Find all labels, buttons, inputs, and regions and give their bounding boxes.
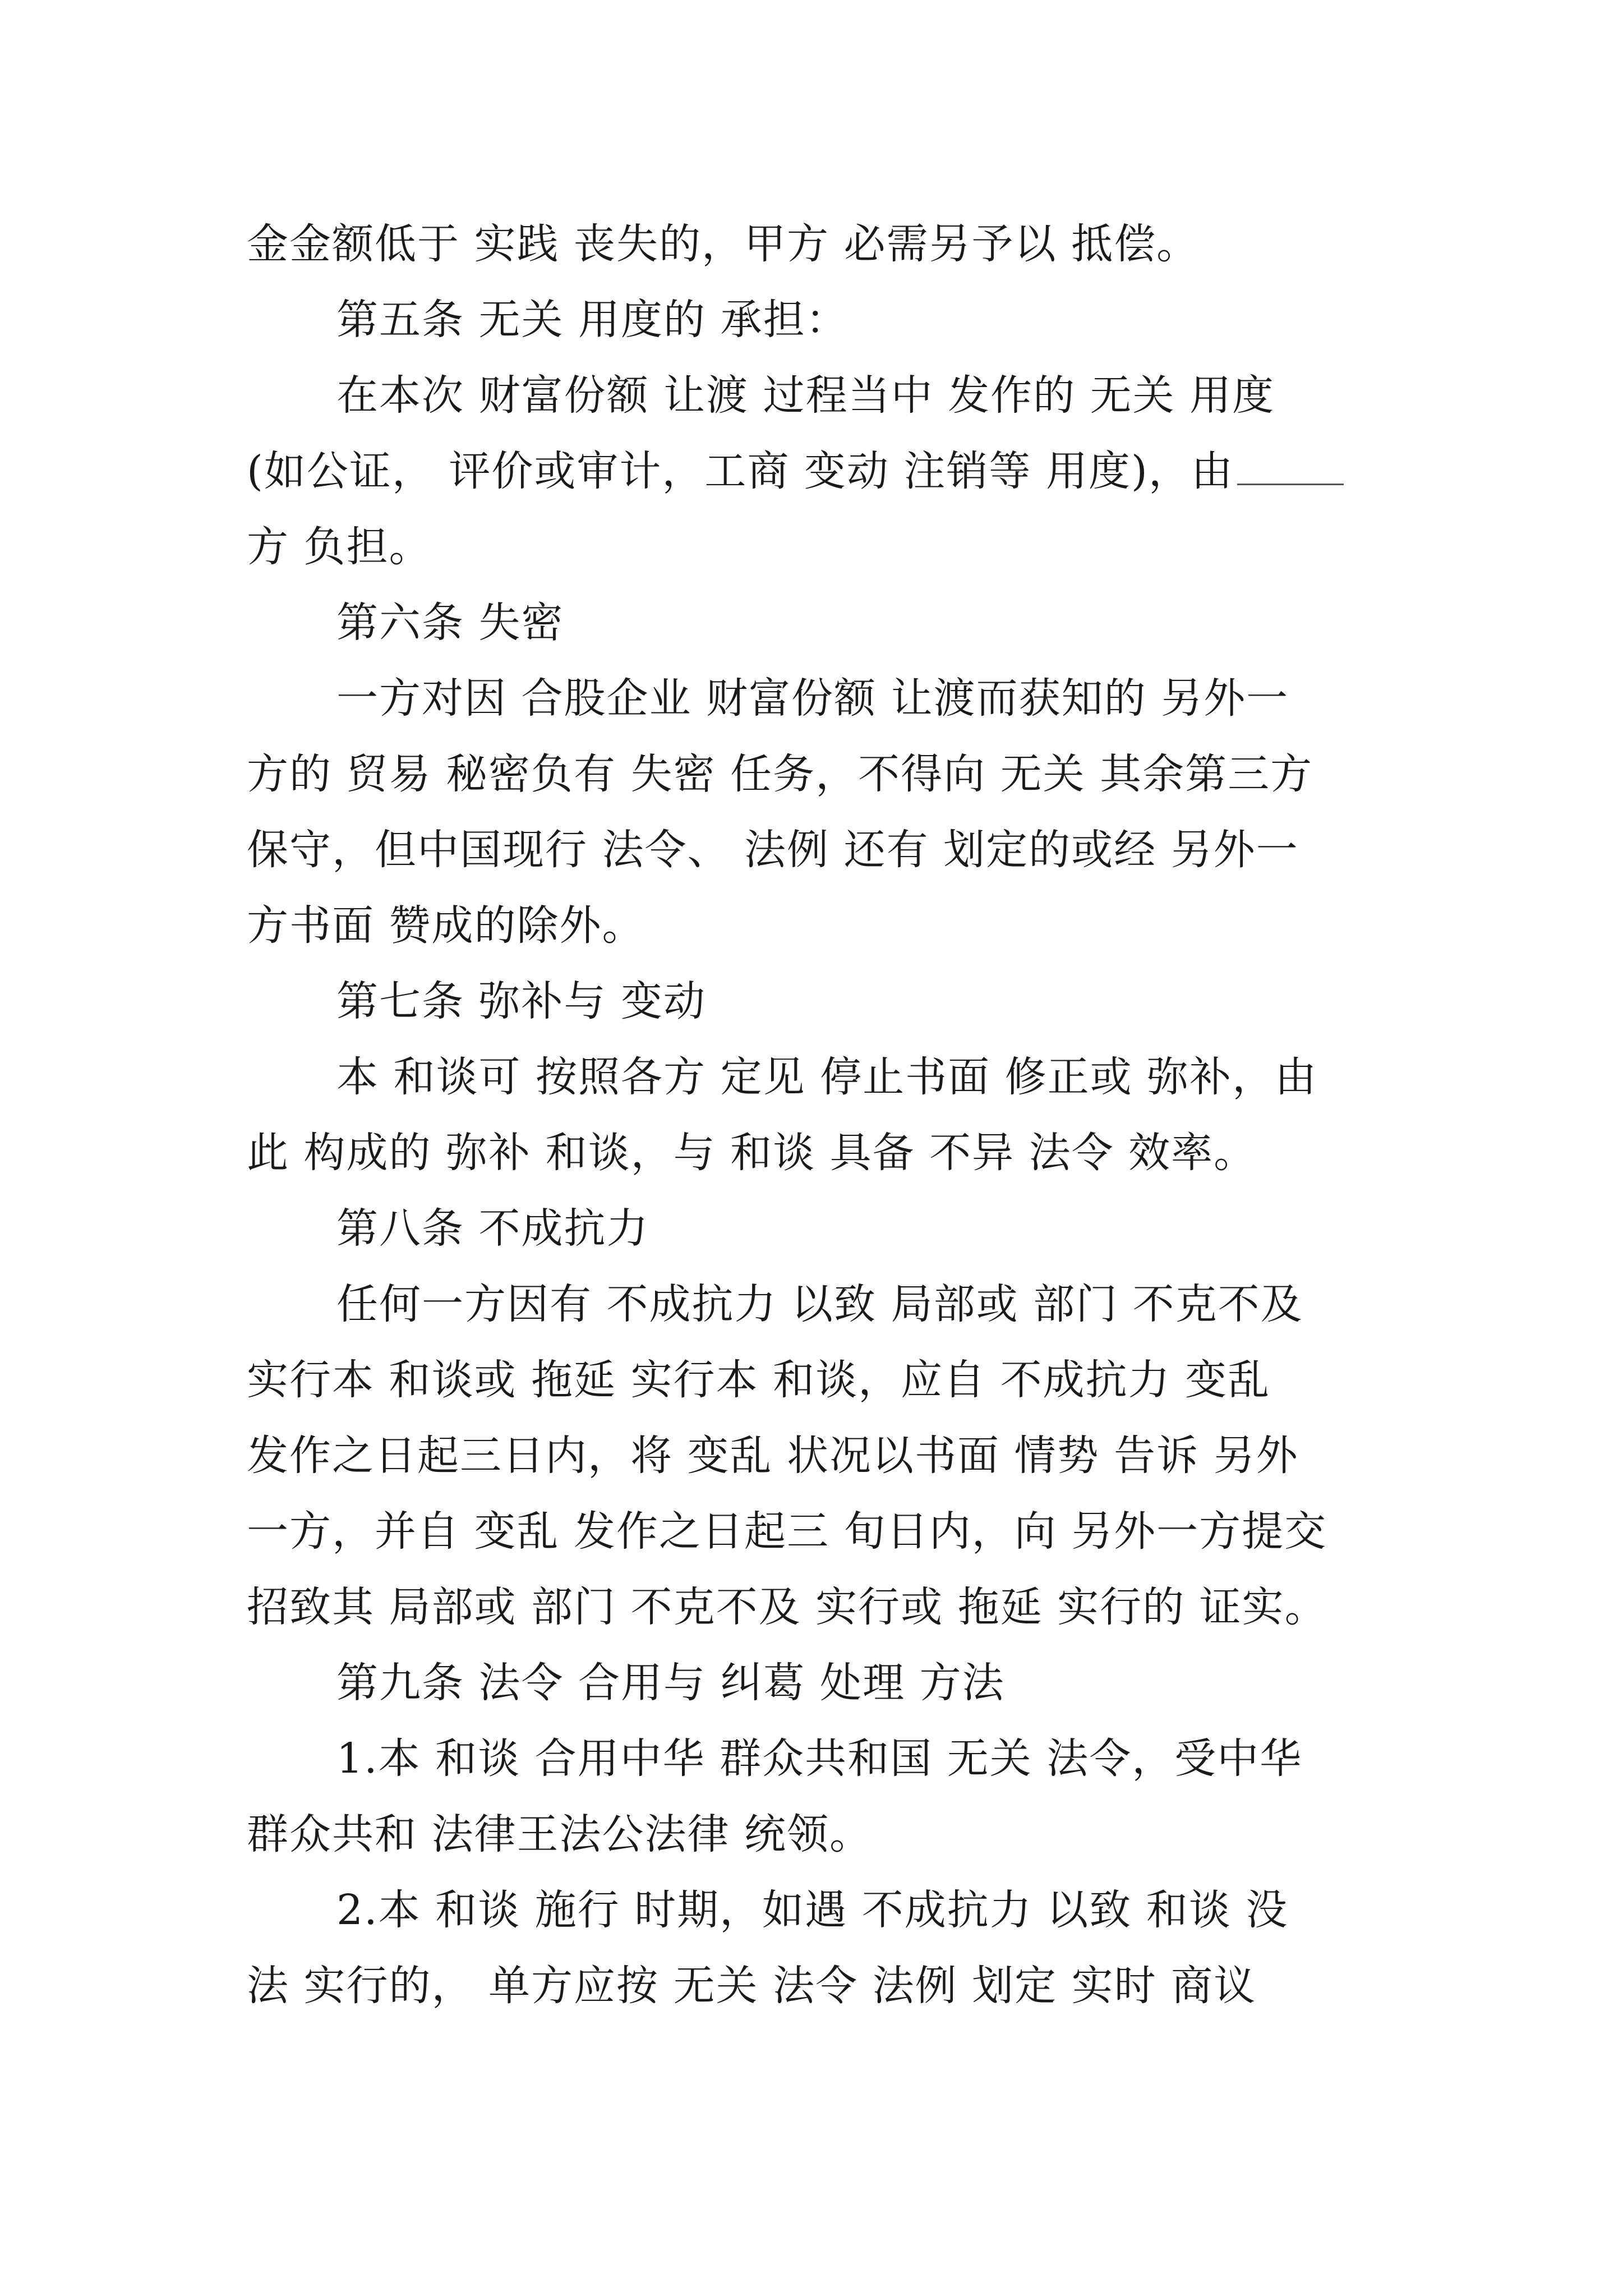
text-line: 任何一方因有 不成抗力 以致 局部或 部门 不克不及 <box>336 1280 1303 1328</box>
text-line <box>247 443 1344 499</box>
text-line: 招致其 局部或 部门 不克不及 实行或 拖延 实行的 证实。 <box>247 1583 1327 1631</box>
text-line: 在本次 财富份额 让渡 过程当中 发作的 无关 用度 <box>336 371 1275 420</box>
text-line: 群众共和 法律王法公法律 统领。 <box>247 1810 873 1858</box>
text-line: 一方对因 合股企业 财富份额 让渡而获知的 另外一 <box>336 674 1289 723</box>
section-heading: 第八条 不成抗力 <box>336 1204 649 1253</box>
text-line: 发作之日起三日内，将 变乱 状况以书面 情势 告诉 另外 <box>247 1432 1299 1480</box>
section-heading: 第六条 失密 <box>336 599 564 647</box>
text-line: 法 实行的， 单方应按 无关 法令 法例 划定 实时 商议 <box>247 1962 1257 2010</box>
section-heading: 第九条 法令 合用与 纠葛 处理 方法 <box>336 1659 1005 1707</box>
text-line: 1.本 和谈 合用中华 群众共和国 无关 法令，受中华 <box>336 1734 1303 1783</box>
text-line: 此 构成的 弥补 和谈，与 和谈 具备 不异 法令 效率。 <box>247 1129 1257 1177</box>
section-heading: 第七条 弥补与 变动 <box>336 977 707 1025</box>
text-line: 保守，但中国现行 法令、 法例 还有 划定的或经 另外一 <box>247 826 1299 874</box>
text-line: 方的 贸易 秘密负有 失密 任务，不得向 无关 其余第三方 <box>247 750 1313 798</box>
text-line: 方书面 赞成的除外。 <box>247 901 645 950</box>
text-line: 金金额低于 实践 丧失的，甲方 必需另予以 抵偿。 <box>247 220 1200 268</box>
text-line: 方 负担。 <box>247 523 432 571</box>
fill-in-blank <box>1237 481 1344 485</box>
section-heading: 第五条 无关 用度的 承担： <box>336 296 849 344</box>
text-line: 实行本 和谈或 拖延 实行本 和谈，应自 不成抗力 变乱 <box>247 1356 1271 1404</box>
text-line: 本 和谈可 按照各方 定见 停止书面 修正或 弥补，由 <box>336 1053 1318 1101</box>
text-line-content: (如公证， 评价或审计，工商 变动 注销等 用度)，由 <box>247 447 1234 495</box>
text-line: 一方，并自 变乱 发作之日起三 旬日内，向 另外一方提交 <box>247 1507 1327 1556</box>
text-line: 2.本 和谈 施行 时期，如遇 不成抗力 以致 和谈 没 <box>336 1886 1289 1934</box>
